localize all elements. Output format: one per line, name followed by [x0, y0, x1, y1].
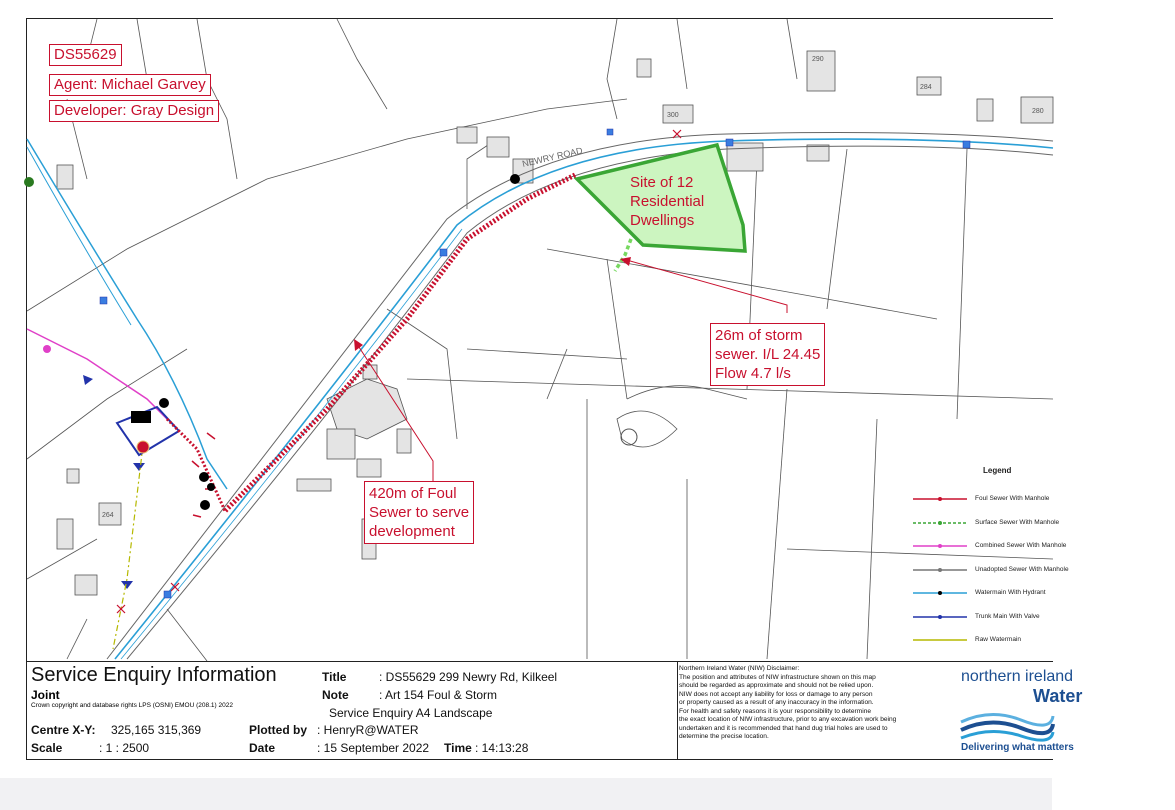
combined-sewer [27, 329, 167, 419]
legend-label: Raw Watermain [975, 636, 1021, 643]
disclaimer-line: undertaken and it is recommended that hand dug trial holes are used to [679, 724, 888, 732]
proposed-foul-sewer [225, 175, 575, 511]
legend-item [975, 494, 1175, 504]
combined-manhole [43, 345, 51, 353]
centre-value: 325,165 315,369 [111, 723, 202, 737]
disclaimer-line: The position and attributes of NIW infrastructure shown on this map [679, 673, 876, 681]
footer-info [27, 662, 678, 760]
centre-label: Centre X-Y: [31, 723, 96, 737]
newry-road [107, 133, 1053, 659]
house-number: 290 [812, 56, 824, 63]
disclaimer-line: NIW does not accept any liability for loss or damage to any person [679, 690, 873, 698]
legend-item [975, 541, 1175, 551]
disclaimer-line: should be regarded as approximate and should not be relied upon. [679, 682, 874, 689]
site-label: Site of 12 Residential Dwellings [630, 174, 705, 229]
house-number: 284 [920, 84, 932, 91]
legend-item [975, 612, 1175, 622]
time-label: Time [444, 741, 472, 755]
legend-label: Watermain With Hydrant [975, 589, 1046, 596]
developer-label: Developer: Gray Design [49, 100, 219, 122]
plotted-value: : HenryR@WATER [317, 723, 419, 737]
buildings [57, 51, 1053, 595]
legend-swatch [909, 612, 979, 622]
plotted-label: Plotted by [249, 723, 308, 737]
legend-item [975, 588, 1175, 598]
flow-arrow [133, 463, 145, 471]
scale-label: Scale [31, 741, 63, 755]
roundabout-island [621, 429, 637, 445]
disclaimer-line: For health and safety reasons it is your responsibility to determine [679, 707, 872, 715]
wave-icon [961, 708, 1053, 742]
pumping-station-icon [137, 441, 149, 453]
road-name: NEWRY ROAD [521, 145, 584, 169]
legend-label: Trunk Main With Valve [975, 612, 1040, 620]
logo-water: Water [1033, 686, 1083, 706]
legend-swatch [909, 588, 979, 598]
footer-title: Service Enquiry Information [31, 664, 277, 686]
house-number: 300 [667, 112, 679, 119]
house-number: 280 [1032, 108, 1044, 115]
legend-item [975, 635, 1175, 645]
legend-label: Unadopted Sewer With Manhole [975, 565, 1069, 573]
footer [27, 661, 1083, 760]
note-value-2: Service Enquiry A4 Landscape [329, 706, 493, 720]
disclaimer-line: Northern Ireland Water (NIW) Disclaimer: [679, 665, 800, 672]
legend-label: Combined Sewer With Manhole [975, 542, 1067, 549]
date-label: Date [249, 741, 276, 755]
legend-swatch [909, 518, 979, 528]
note-value: : Art 154 Foul & Storm [379, 688, 498, 702]
valves [100, 129, 970, 598]
footer-joint: Joint [31, 688, 60, 702]
viewer-bottom-bar [0, 778, 1052, 810]
house-numbers [102, 56, 1044, 519]
flow-arrow [83, 375, 93, 385]
turning-circle [617, 411, 677, 447]
scale-value: : 1 : 2500 [99, 741, 150, 755]
flow-arrow [121, 581, 133, 589]
legend-swatch [909, 494, 979, 504]
house-number: 264 [102, 512, 114, 519]
title-label: Title [322, 670, 347, 684]
disclaimer-line: determine the precise location. [679, 733, 769, 740]
agent-label: Agent: Michael Garvey [49, 74, 211, 96]
foul-callout: 420m of Foul Sewer to serve development [364, 481, 474, 544]
storm-callout: 26m of storm sewer. I/L 24.45 Flow 4.7 l/s [710, 323, 825, 386]
footer-copyright: Crown copyright and database rights LPS (OSNI) EMOU (208.1) 2022 [31, 702, 233, 709]
legend-title: Legend [983, 466, 1012, 475]
proposed-storm-sewer [615, 239, 631, 271]
disclaimer-line: the exact location of NIW infrastructure, prior to any excavation work being [679, 716, 897, 723]
legend-swatch [909, 635, 979, 645]
note-label: Note [322, 688, 349, 702]
legend-swatch [909, 541, 979, 551]
legend-label: Foul Sewer With Manhole [975, 495, 1050, 502]
disclaimer-line: or property caused as a result of any inaccuracy in the information. [679, 699, 874, 706]
logo-name: northern ireland [961, 668, 1074, 685]
disclaimer [679, 665, 954, 742]
title-value: : DS55629 299 Newry Rd, Kilkeel [379, 670, 558, 684]
time-value: : 14:13:28 [475, 741, 529, 755]
pumping-station-block [131, 411, 151, 423]
niw-logo [957, 666, 1083, 760]
surface-manhole [24, 177, 34, 187]
ref-label: DS55629 [49, 44, 122, 66]
map-frame [26, 18, 1083, 760]
legend-item [975, 565, 1175, 575]
logo-tagline: Delivering what matters [961, 742, 1074, 753]
legend-label: Surface Sewer With Manhole [975, 518, 1060, 526]
legend-item [975, 518, 1175, 528]
hydrants [159, 174, 520, 510]
watermains [27, 139, 1053, 659]
date-value: : 15 September 2022 [317, 741, 430, 755]
legend-swatch [909, 565, 979, 575]
